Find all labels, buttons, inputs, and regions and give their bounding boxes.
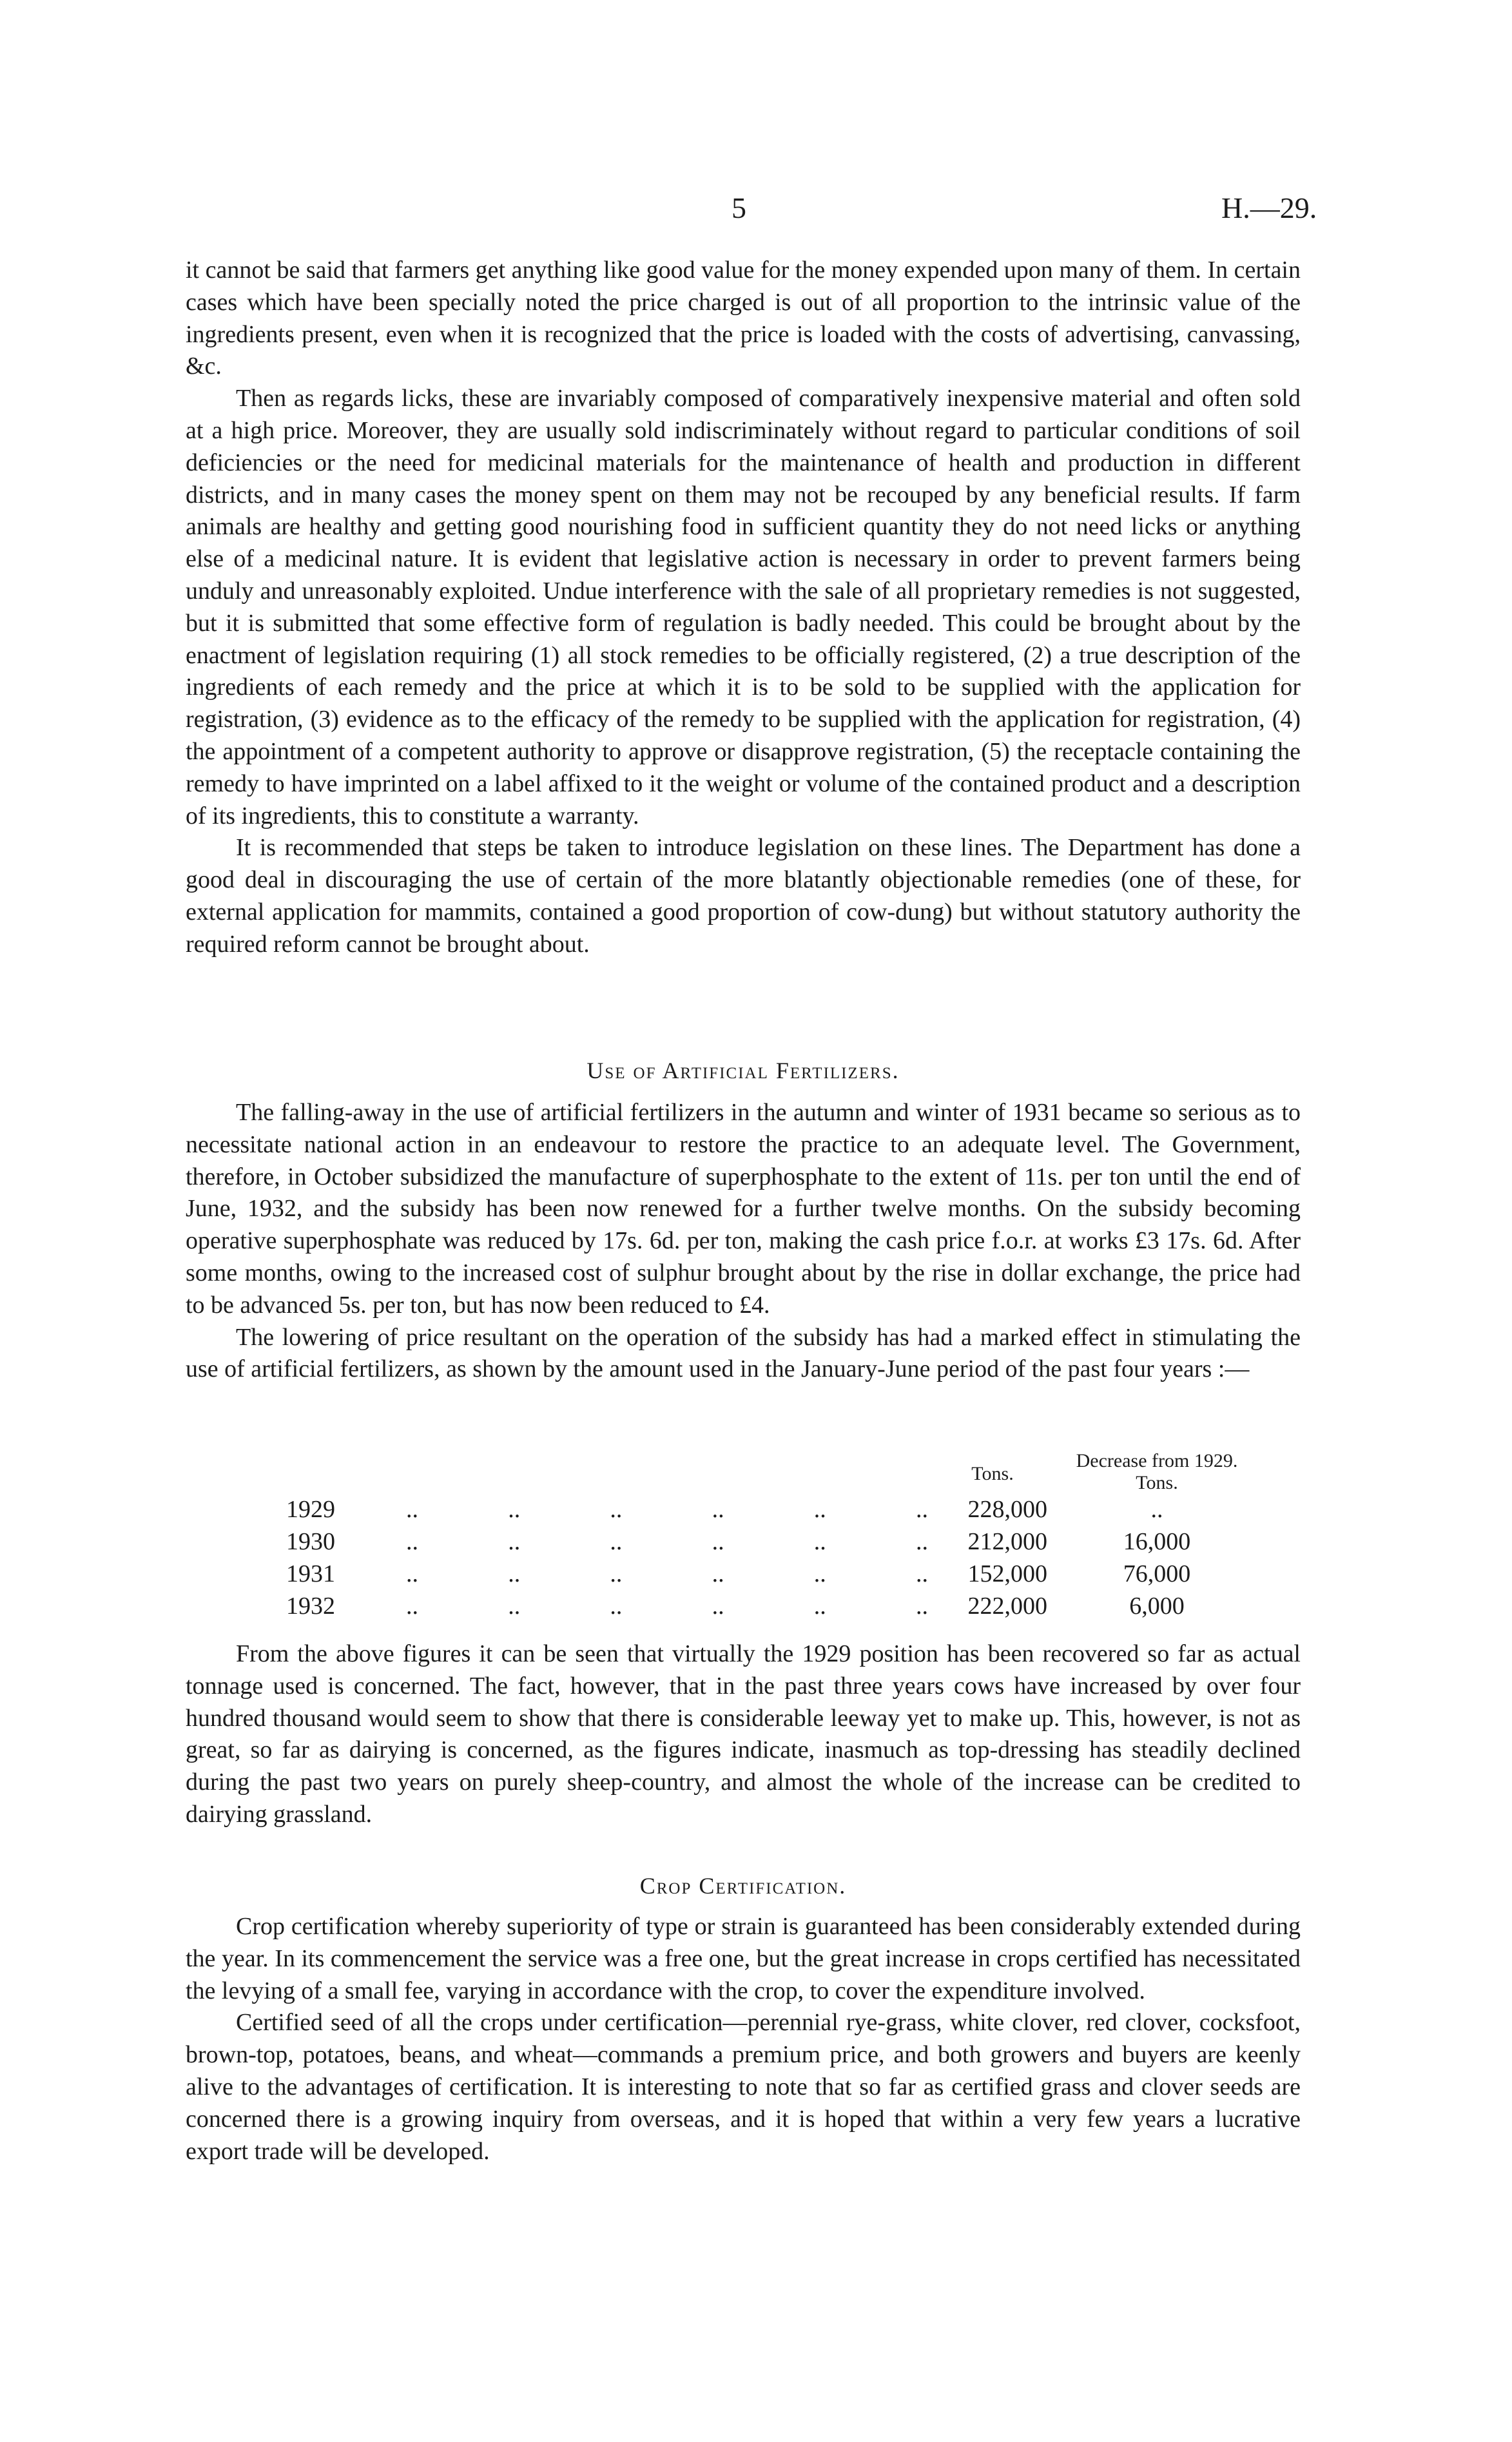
decrease-cell: 6,000 — [1129, 1593, 1185, 1620]
tons-cell: 212,000 — [967, 1528, 1047, 1555]
table-row — [0, 1495, 1512, 1527]
page-number: 5 — [732, 191, 746, 224]
fertilizers-conclusion — [186, 1638, 1301, 1831]
paragraph: Then as regards licks, these are invariably composed of comparatively inexpensive material and often sold at a high price. Moreover, they are usually sold indiscriminately without regard to particular conditions of soil deficiencies or the need for medicinal materials for the maintenance of health and production in different districts, and in many cases the money spent on them may not be recouped by any beneficial results. If farm animals are healthy and getting good nourishing food in sufficient quantity they do not need licks or anything else of a medicinal nature. It is evident that legislative action is necessary in order to prevent farmers being unduly and unreasonably exploited. Undue interference with the sale of all proprietary remedies is not suggested, but it is submitted that some effective form of regulation is badly needed. This could be brought about by the enactment of legislation requiring (1) all stock remedies to be officially registered, (2) a true description of the ingredients of each remedy and the price at which it is to be sold to be supplied with the application for registration, (3) evidence as to the efficacy of the remedy to be supplied with the application for registration, (4) the appointment of a competent authority to approve or disapprove registration, (5) the receptacle containing the remedy to have imprinted on a label affixed to it the weight or volume of the contained product and a description of its ingredients, this to constitute a warranty. — [186, 385, 1301, 829]
paragraph: From the above figures it can be seen that virtually the 1929 position has been recovered so far as actual tonnage used is concerned. The fact, however, that in the past three years cows have increased by over four hundred thousand would seem to show that there is considerable leeway yet to make up. This, however, is not as great, so far as dairying is concerned, as the figures indicate, inasmuch as top-dressing has steadily declined during the past two years on purely sheep-country, and almost the whole of the increase can be credited to dairying grassland. — [186, 1640, 1301, 1828]
table-row — [0, 1527, 1512, 1560]
fertilizer-table — [0, 1450, 1512, 1631]
decrease-cell: 76,000 — [1123, 1560, 1191, 1587]
year-cell: 1931 — [286, 1560, 335, 1587]
year-cell: 1929 — [286, 1496, 335, 1523]
paragraph: Crop certification whereby superiority of type or strain is guaranteed has been considerably extended during the year. In its commencement the service was a free one, but the great increase in crops certified has necessitated the levying of a small fee, varying in accordance with the crop, to cover the expenditure involved. — [186, 1913, 1301, 2004]
paragraph: The lowering of price resultant on the operation of the subsidy has had a marked effect in stimulating the use of artificial fertilizers, as shown by the amount used in the January-June period of the past four years :— — [186, 1323, 1301, 1383]
paragraph: it cannot be said that farmers get anything like good value for the money expended upon many of them. In certain cases which have been specially noted the price charged is out of all proportion to the intrinsic value of the ingredients present, even when it is recognized that the price is loaded with the costs of advertising, canvassing, &c. — [186, 257, 1301, 380]
section-heading: Use of Artificial Fertilizers. — [586, 1058, 900, 1083]
table-row — [0, 1560, 1512, 1592]
intro-section — [186, 255, 1301, 961]
decrease-cell: 16,000 — [1123, 1528, 1191, 1555]
dot-leaders: .. .. .. .. .. .. — [406, 1496, 928, 1523]
tons-cell: 152,000 — [967, 1560, 1047, 1587]
column-header-decrease-label: Decrease from 1929. — [1076, 1450, 1238, 1471]
dot-leaders: .. .. .. .. .. .. — [406, 1560, 928, 1587]
tons-cell: 222,000 — [967, 1593, 1047, 1620]
fertilizers-section — [186, 1097, 1301, 1386]
table-row — [0, 1592, 1512, 1624]
decrease-cell: .. — [1150, 1496, 1163, 1523]
fertilizers-heading-block — [186, 1057, 1301, 1084]
paragraph: Certified seed of all the crops under certification—perennial rye-grass, white clover, red clover, cocksfoot, brown-top, potatoes, beans, and wheat—commands a premium price, and both growers and buyers are keenly alive to the advantages of certification. It is interesting to note that so far as certified grass and clover seeds are concerned there is a growing inquiry from overseas, and it is hoped that within a very few years a lucrative export trade will be developed. — [186, 2009, 1301, 2165]
document-reference: H.—29. — [1221, 191, 1317, 224]
crop-heading-block — [186, 1872, 1301, 1899]
section-heading: Crop Certification. — [639, 1873, 847, 1899]
dot-leaders: .. .. .. .. .. .. — [406, 1528, 928, 1555]
tons-cell: 228,000 — [967, 1496, 1047, 1523]
year-cell: 1932 — [286, 1593, 335, 1620]
year-cell: 1930 — [286, 1528, 335, 1555]
dot-leaders: .. .. .. .. .. .. — [406, 1593, 928, 1620]
column-header-decrease-unit: Tons. — [1136, 1472, 1178, 1493]
paragraph: It is recommended that steps be taken to introduce legislation on these lines. The Department has done a good deal in discouraging the use of certain of the more blatantly objectionable remedies (one of these, for external application for mammits, contained a good proportion of cow-dung) but without statutory authority the required reform cannot be brought about. — [186, 834, 1301, 958]
column-header-decrease — [1057, 1450, 1257, 1494]
crop-section — [186, 1911, 1301, 2167]
paragraph: The falling-away in the use of artificial fertilizers in the autumn and winter of 1931 became so serious as to necessitate national action in an endeavour to restore the practice to an adequate level. The Government, therefore, in October subsidized the manufacture of superphosphate to the extent of 11s. per ton until the end of June, 1932, and the subsidy has been now renewed for a further twelve months. On the subsidy becoming operative superphosphate was reduced by 17s. 6d. per ton, making the cash price f.o.r. at works £3 17s. 6d. After some months, owing to the increased cost of sulphur brought about by the rise in dollar exchange, the price had to be advanced 5s. per ton, but has now been reduced to £4. — [186, 1099, 1301, 1319]
column-header-tons: Tons. — [971, 1463, 1014, 1484]
